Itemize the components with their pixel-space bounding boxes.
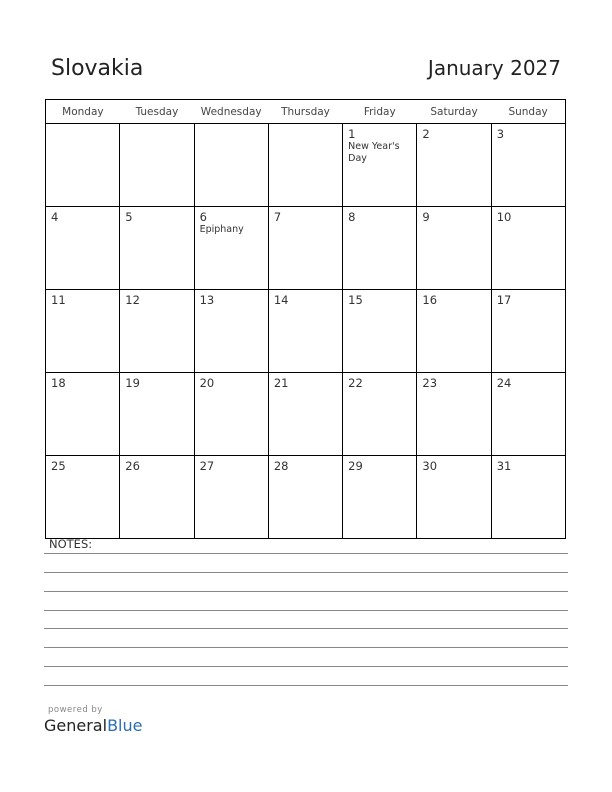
day-cell	[417, 456, 491, 539]
day-number: 1	[348, 127, 356, 141]
day-cell	[343, 124, 417, 207]
day-number: 17	[496, 293, 512, 307]
day-number: 31	[496, 459, 512, 473]
notes-label: NOTES:	[49, 537, 93, 551]
note-line	[44, 610, 568, 611]
weekday-friday: Friday	[343, 100, 417, 124]
day-cell	[194, 290, 268, 373]
day-cell	[491, 373, 565, 456]
day-number: 9	[422, 210, 430, 224]
day-number: 19	[125, 376, 140, 390]
day-cell	[268, 124, 342, 207]
day-cell	[268, 207, 342, 290]
day-cell	[194, 373, 268, 456]
day-number: 13	[199, 293, 215, 307]
day-number: 6	[199, 210, 207, 224]
day-cell	[343, 290, 417, 373]
day-cell	[46, 124, 120, 207]
weekday-wednesday: Wednesday	[194, 100, 268, 124]
day-cell	[194, 124, 268, 207]
day-number: 20	[199, 376, 215, 390]
page-title-month: January 2027	[427, 56, 561, 80]
day-cell	[46, 290, 120, 373]
brand-general: General	[44, 716, 108, 735]
brand-blue: Blue	[107, 716, 143, 735]
day-number: 8	[348, 210, 356, 224]
day-number: 4	[51, 210, 59, 224]
day-cell	[120, 207, 194, 290]
day-number: 29	[348, 459, 363, 473]
day-cell	[417, 124, 491, 207]
week-row	[46, 207, 566, 290]
page-title-country: Slovakia	[51, 56, 144, 81]
day-cell	[491, 456, 565, 539]
day-number: 10	[496, 210, 512, 224]
day-cell	[120, 290, 194, 373]
day-number: 11	[51, 293, 66, 307]
weekday-saturday: Saturday	[417, 100, 491, 124]
day-number: 15	[348, 293, 363, 307]
day-number: 14	[273, 293, 289, 307]
note-line	[44, 628, 568, 629]
day-number: 27	[199, 459, 215, 473]
day-number: 2	[422, 127, 430, 141]
day-cell	[417, 373, 491, 456]
note-line	[44, 591, 568, 592]
generalblue-logo	[44, 716, 142, 735]
day-cell	[194, 456, 268, 539]
holiday-label: New Year's Day	[348, 141, 400, 164]
day-number: 30	[422, 459, 438, 473]
weekday-tuesday: Tuesday	[120, 100, 194, 124]
day-cell	[268, 373, 342, 456]
weekday-sunday: Sunday	[491, 100, 565, 124]
day-cell	[268, 290, 342, 373]
day-number: 23	[422, 376, 438, 390]
day-number: 28	[273, 459, 289, 473]
weekday-header-row	[46, 100, 566, 124]
week-row	[46, 290, 566, 373]
day-number: 22	[348, 376, 363, 390]
day-number: 26	[125, 459, 140, 473]
day-cell	[46, 456, 120, 539]
weekday-thursday: Thursday	[268, 100, 342, 124]
note-line	[44, 666, 568, 667]
note-line	[44, 685, 568, 686]
day-cell	[268, 456, 342, 539]
note-line	[44, 553, 568, 554]
day-cell	[46, 207, 120, 290]
powered-by-text: powered by	[48, 705, 103, 715]
note-line	[44, 647, 568, 648]
day-cell	[417, 207, 491, 290]
day-cell	[120, 373, 194, 456]
week-row	[46, 124, 566, 207]
day-number: 12	[125, 293, 140, 307]
day-cell	[491, 124, 565, 207]
holiday-label: Epiphany	[199, 224, 244, 235]
day-cell	[491, 207, 565, 290]
calendar-grid	[45, 99, 566, 539]
day-cell	[491, 290, 565, 373]
day-number: 3	[496, 127, 505, 141]
day-cell	[46, 373, 120, 456]
day-number: 7	[273, 210, 282, 224]
day-cell	[343, 207, 417, 290]
weekday-monday: Monday	[46, 100, 120, 124]
note-line	[44, 572, 568, 573]
day-cell	[194, 207, 268, 290]
week-row	[46, 373, 566, 456]
day-cell	[120, 124, 194, 207]
day-number: 18	[51, 376, 66, 390]
day-cell	[417, 290, 491, 373]
day-number: 5	[125, 210, 133, 224]
day-cell	[343, 456, 417, 539]
day-number: 24	[496, 376, 512, 390]
day-number: 25	[51, 459, 66, 473]
week-row	[46, 456, 566, 539]
day-cell	[120, 456, 194, 539]
day-number: 16	[422, 293, 438, 307]
day-number: 21	[273, 376, 289, 390]
day-cell	[343, 373, 417, 456]
